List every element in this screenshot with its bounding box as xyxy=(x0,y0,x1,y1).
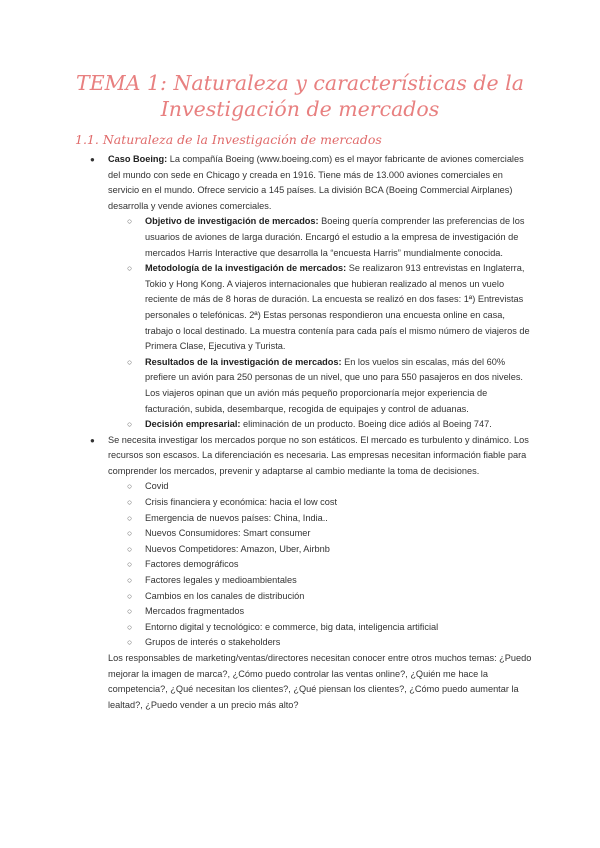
list-item-text: Emergencia de nuevos países: China, India.. xyxy=(145,512,328,523)
circle-bullet-icon: ○ xyxy=(127,590,133,601)
circle-bullet-icon: ○ xyxy=(127,543,133,554)
bullet-case-boeing xyxy=(0,152,530,214)
sub-bullet-label: Metodología de la investigación de mercados: xyxy=(145,263,347,274)
circle-bullet-icon: ○ xyxy=(127,637,133,648)
list-item-text: Mercados fragmentados xyxy=(145,606,245,617)
list-item-text: Grupos de interés o stakeholders xyxy=(145,637,281,648)
sub-bullet-decision xyxy=(0,417,530,433)
circle-bullet-icon: ○ xyxy=(127,621,133,632)
bullet-dot-icon: ● xyxy=(90,435,95,445)
list-item xyxy=(0,635,530,651)
circle-bullet-icon: ○ xyxy=(127,497,133,508)
closing-paragraph: Los responsables de marketing/ventas/directores necesitan conocer entre otros muchos temas: ¿Puedo mejorar la imagen de marca?, ¿Cómo puedo controlar las ventas online?, ¿Quién me hace la competencia?, ¿Qué necesitan los clientes?, ¿Qué piensan los clientes?, ¿Cómo puedo aumentar la lealtad?, ¿Puedo vender a un precio más alto? xyxy=(108,653,532,710)
bullet-dot-icon: ● xyxy=(90,155,95,164)
list-item xyxy=(0,604,530,620)
sub-bullet-text: Se realizaron 913 entrevistas en Inglaterra, Tokio y Hong Kong. A viajeros internacionales que hubieran realizado al menos un vuelo reciente de más de 8 horas de duración. La encuesta se realizó en dos fases: 1ª) Entrevistas personales o telefónicas. 2ª) Estas personas respondieron una encuesta online en casa, trabajo o local destinado. La muestra contenía para cada país el mismo número de viajeros de Primera Clase, Ejecutiva y Turista. xyxy=(145,263,530,352)
circle-bullet-icon: ○ xyxy=(127,356,133,367)
list-item-text: Cambios en los canales de distribución xyxy=(145,590,305,601)
sub-bullet-label: Decisión empresarial: xyxy=(145,419,241,430)
page-title: TEMA 1: Naturaleza y características de la Investigación de mercados xyxy=(76,71,524,121)
circle-bullet-icon: ○ xyxy=(127,216,133,227)
circle-bullet-icon: ○ xyxy=(127,606,133,617)
circle-bullet-icon: ○ xyxy=(127,481,133,492)
list-item xyxy=(0,620,530,636)
circle-bullet-icon: ○ xyxy=(127,575,133,586)
list-item-text: Nuevos Consumidores: Smart consumer xyxy=(145,528,311,539)
sub-bullet-results xyxy=(0,355,530,417)
list-item-text: Covid xyxy=(145,481,169,492)
circle-bullet-icon: ○ xyxy=(127,512,133,523)
bullet-market-need xyxy=(0,433,530,480)
sub-bullet-text: Boeing quería comprender las preferencias de los usuarios de aviones de larga duración. Encargó el estudio a la empresa de investigación de mercados Harris Interactive que desarrolla la “encuesta Harris” mundialmente conocida. xyxy=(145,216,525,258)
list-item xyxy=(0,495,530,511)
list-item xyxy=(0,526,530,542)
list-item xyxy=(0,573,530,589)
case-boeing-text: La compañía Boeing (www.boeing.com) es el mayor fabricante de aviones comerciales del mundo con sede en Chicago y creada en 1916. Tiene más de 13.000 aviones comerciales en servicio en el mundo. Ofrece servicio a 145 países. La división BCA (Boeing Commercial Airplanes) desarrolla y vende aviones comerciales. xyxy=(108,154,524,211)
market-need-text: Se necesita investigar los mercados porque no son estáticos. El mercado es turbulento y dinámico. Los recursos son escasos. La diferenciación es necesaria. Las empresas necesitan información fiable para comprender los mercados, prevenir y adaptarse al cambio mediante la toma de decisiones. xyxy=(108,434,529,476)
circle-bullet-icon: ○ xyxy=(127,419,133,430)
list-item xyxy=(0,542,530,558)
sub-bullet-text: En los vuelos sin escalas, más del 60% prefiere un avión para 250 personas de un nivel, que uno para 550 pasajeros en dos niveles. Los viajeros opinan que un avión más pequeño proporcionaría mejor experiencia de facturación, subida, desembarque, recogida de equipajes y control de aduanas. xyxy=(145,356,523,414)
list-item-text: Factores demográficos xyxy=(145,559,239,570)
circle-bullet-icon: ○ xyxy=(127,559,133,570)
list-item-text: Crisis financiera y económica: hacia el low cost xyxy=(145,497,337,508)
list-item xyxy=(0,479,530,495)
list-item xyxy=(0,557,530,573)
list-item xyxy=(0,511,530,527)
sub-bullet-label: Objetivo de investigación de mercados: xyxy=(145,216,319,227)
circle-bullet-icon: ○ xyxy=(127,528,133,539)
sub-bullet-text: eliminación de un producto. Boeing dice adiós al Boeing 747. xyxy=(240,419,492,430)
case-boeing-label: Caso Boeing: xyxy=(108,154,168,164)
document-body xyxy=(0,152,600,713)
sub-bullet-label: Resultados de la investigación de mercados: xyxy=(145,356,342,367)
sub-bullet-objective xyxy=(0,214,530,261)
list-item-text: Factores legales y medioambientales xyxy=(145,575,297,586)
list-item-text: Entorno digital y tecnológico: e commerce, big data, inteligencia artificial xyxy=(145,621,439,632)
sub-bullet-methodology xyxy=(0,261,530,355)
list-item-text: Nuevos Competidores: Amazon, Uber, Airbnb xyxy=(145,543,330,554)
circle-bullet-icon: ○ xyxy=(127,263,133,274)
list-item xyxy=(0,589,530,605)
section-subtitle: 1.1. Naturaleza de la Investigación de mercados xyxy=(75,132,382,147)
